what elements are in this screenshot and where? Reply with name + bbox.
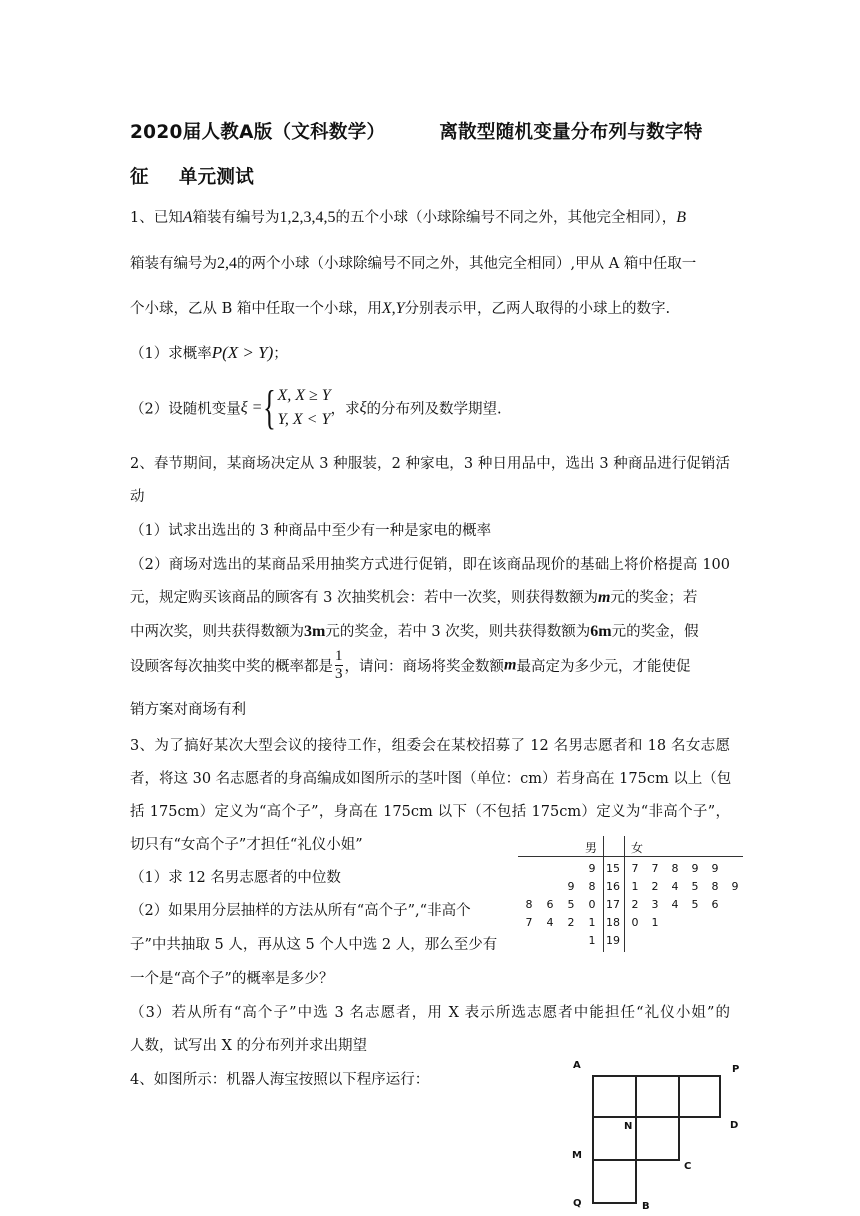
text: 设顾客每次抽奖中奖的概率都是 [130,659,333,675]
case-1: X, X ≥ Y [277,387,331,404]
math-XY: X,Y [381,300,405,317]
math-m: m [504,656,517,674]
male-leaf: 2 [567,916,575,929]
female-header: 女 [630,841,643,855]
text: ； [273,346,288,362]
male-leaf: 7 [525,916,533,929]
q1-part-2 [130,381,502,434]
male-leaf: 5 [567,898,575,911]
stem-divider-left [603,836,604,952]
math-6m: 6m [590,623,612,640]
math-m: m [597,589,611,606]
female-leaf: 2 [651,880,659,893]
q2-sub-2e: 销方案对商场有利 [130,702,246,718]
q1-line-3 [130,297,670,318]
q3-sub-1: （1）求 12 名男志愿者的中位数 [130,870,341,886]
text: 箱装有编号为 [192,210,280,226]
math-3m: 3m [304,623,326,640]
text: 元的奖金，假 [611,624,699,640]
stem-value: 18 [606,916,620,929]
fraction-one-third [335,648,343,683]
q3-line-2: 者，将这 30 名志愿者的身高编成如图所示的茎叶图（单位：cm）若身高在 175cm 以上（包 [130,771,732,787]
label-B: B [642,1201,650,1212]
text: 1、已知 [130,210,183,226]
label-N: N [624,1121,633,1132]
text: 分别表示甲，乙两人取得的小球上的数字. [404,301,671,317]
grid-cell [678,1075,721,1118]
text: 元，规定购买该商品的顾客有 3 次抽奖机会：若中一次奖，则获得数额为 [130,590,598,606]
text: 元的奖金；若 [610,590,698,606]
q3-sub-3a: （3）若从所有“高个子”中选 3 名志愿者，用 X 表示所选志愿者中能担任“礼仪小姐”的 [130,1005,730,1021]
female-leaf: 2 [631,898,639,911]
text: （2）设随机变量 [130,401,241,418]
math-xi-eq: ξ = [240,399,263,416]
label-D: D [730,1120,739,1131]
q2-sub-2c [130,620,699,641]
male-leaf: 0 [588,898,596,911]
q3-sub-2c: 一个是“高个子”的概率是多少？ [130,971,334,987]
piecewise-cases [277,384,330,432]
male-leaf: 8 [588,880,596,893]
text: 中两次奖，则共获得数额为 [130,624,304,640]
female-leaf: 0 [631,916,639,929]
female-leaf: 3 [651,898,659,911]
stem-divider-right [624,836,625,952]
female-leaf: 5 [691,880,699,893]
q2-sub-2b [130,586,697,607]
text: 最高定为多少元，才能使促 [516,659,691,675]
stem-value: 16 [606,880,620,893]
female-leaf: 7 [651,862,659,875]
text: ，请问：商场将奖金数额 [344,659,504,675]
denominator: 3 [335,666,343,682]
title-part-4: 单元测试 [178,167,255,188]
female-leaf: 9 [731,880,739,893]
numerator: 1 [335,648,343,664]
header-rule [518,856,743,857]
female-leaf: 5 [691,898,699,911]
title-part-2: 离散型随机变量分布列与数字特 [439,122,703,143]
male-leaf: 9 [567,880,575,893]
male-leaf: 4 [546,916,554,929]
text: 元的奖金，若中 3 次奖，则共获得数额为 [325,624,591,640]
title-part-1: 2020届人教A版（文科数学） [130,122,386,143]
q1-part-1 [130,342,288,363]
grid-cell [635,1116,680,1161]
stem-value: 17 [606,898,620,911]
title-line-2 [130,163,730,189]
female-leaf: 4 [671,898,679,911]
q3-sub-3b: 人数，试写出 X 的分布列并求出期望 [130,1038,368,1054]
title-part-3: 征 [130,167,149,188]
female-leaf: 9 [691,862,699,875]
grid-cell [592,1075,637,1118]
q3-sub-2a: （2）如果用分层抽样的方法从所有“高个子”,“非高个 [130,903,471,919]
math-xi: ξ [359,399,367,416]
text: （1）求概率 [130,346,212,362]
male-leaf: 1 [588,934,596,947]
female-leaf: 8 [711,880,719,893]
title-line-1 [130,118,730,144]
female-leaf: 9 [711,862,719,875]
q2-sub-2a: （2）商场对选出的某商品采用抽奖方式进行促销，即在该商品现价的基础上将价格提高 100 [130,557,730,573]
label-C: C [684,1161,692,1172]
q3-line-3: 括 175cm）定义为“高个子”，身高在 175cm 以下（不包括 175cm）定义为“非高个子”， [130,804,730,820]
q3-line-4: 切只有“女高个子”才担任“礼仪小姐” [130,837,363,853]
female-leaf: 7 [631,862,639,875]
stem-value: 15 [606,862,620,875]
female-leaf: 8 [671,862,679,875]
grid-cell [635,1075,680,1118]
label-Q: Q [573,1198,582,1209]
text: 的分布列及数学期望. [366,401,502,418]
math-prob: P(X > Y) [211,343,274,362]
male-leaf: 8 [525,898,533,911]
text: 箱装有编号为 [130,256,217,272]
female-leaf: 4 [671,880,679,893]
grid-cell [592,1159,637,1204]
case-2: Y, X < Y [277,411,331,428]
female-leaf: 6 [711,898,719,911]
q4-line-1: 4、如图所示：机器人海宝按照以下程序运行： [130,1072,430,1088]
math-set-2: 2,4 [217,255,237,272]
female-leaf: 1 [631,880,639,893]
text: 的五个小球（小球除编号不同之外，其他完全相同）， [335,210,677,226]
male-leaf: 9 [588,862,596,875]
label-A: A [573,1060,581,1071]
math-A: A [182,209,193,226]
male-leaf: 1 [588,916,596,929]
brace-symbol: { [263,381,277,434]
q2-line-1: 2、春节期间，某商场决定从 3 种服装，2 种家电，3 种日用品中，选出 3 种商品进行促销活 [130,456,730,472]
q2-line-2: 动 [130,489,145,505]
q3-line-1: 3、为了搞好某次大型会议的接待工作，组委会在某校招募了 12 名男志愿者和 18 名女志愿 [130,738,730,754]
q2-sub-2d [130,648,690,683]
text: 的两个小球（小球除编号不同之外，其他完全相同）,甲从 A 箱中任取一 [237,256,697,272]
text: ，求 [330,401,360,418]
stem-value: 19 [606,934,620,947]
male-header: 男 [584,841,597,855]
math-set-1: 1,2,3,4,5 [279,209,336,226]
q2-sub-1: （1）试求出选出的 3 种商品中至少有一种是家电的概率 [130,523,492,539]
label-M: M [572,1150,582,1161]
male-leaf: 6 [546,898,554,911]
math-B: B [676,209,687,226]
stem-leaf-plot [518,836,743,952]
label-P: P [732,1064,740,1075]
female-leaf: 1 [651,916,659,929]
robot-path-grid [560,1055,760,1216]
q3-sub-2b: 子”中共抽取 5 人，再从这 5 个人中选 2 人，那么至少有 [130,937,498,953]
text: 个小球，乙从 B 箱中任取一个小球，用 [130,301,382,317]
q1-line-2 [130,252,696,273]
q1-line-1 [130,206,686,227]
